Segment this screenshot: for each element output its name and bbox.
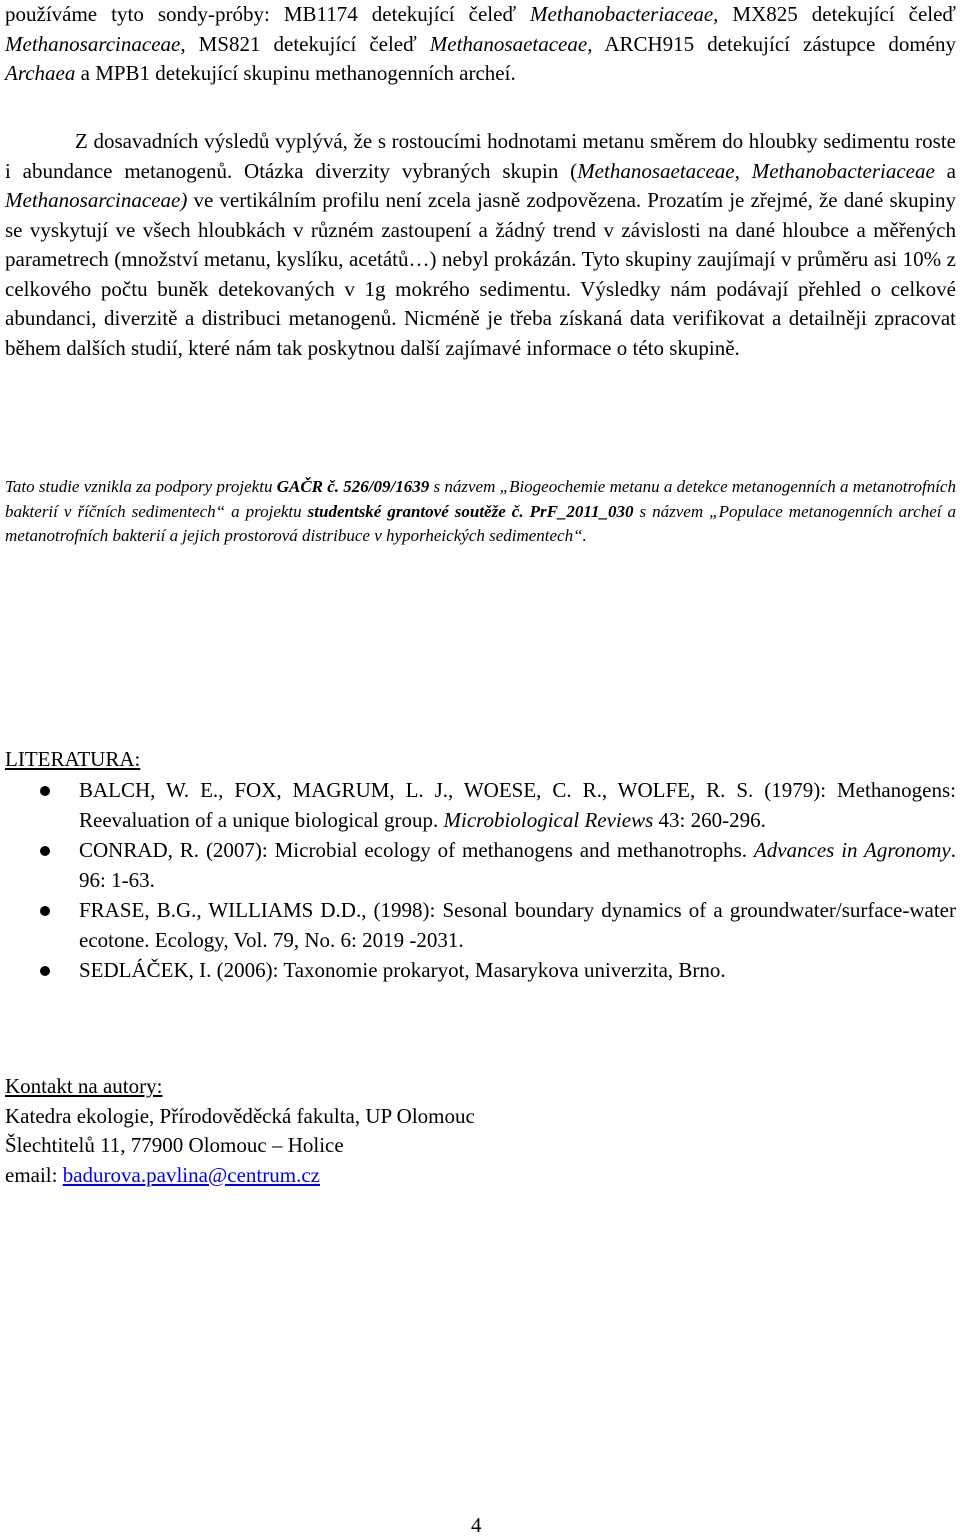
text-run: MS821 detekující čeleď <box>185 31 430 56</box>
contact-address: Šlechtitelů 11, 77900 Olomouc – Holice <box>5 1133 344 1157</box>
journal-name: Microbiological Reviews <box>443 807 654 832</box>
bullet-icon <box>40 906 50 916</box>
page-number: 4 <box>471 1513 482 1537</box>
journal-name: Advances in Agronomy <box>753 838 951 862</box>
bullet-icon <box>40 966 50 976</box>
taxon-name: Methanosarcinaceae) <box>5 188 188 212</box>
reference-item <box>5 956 956 986</box>
paragraph-results <box>5 127 956 363</box>
text-run: ARCH915 detekující zástupce domény <box>592 31 957 56</box>
reference-text: . 96: 1-63. <box>79 838 957 892</box>
reference-item <box>5 896 956 955</box>
text-run: a <box>934 158 956 183</box>
text-run: ve vertikálním profilu není zcela jasně zodpovězena. Prozatím je zřejmé, že dané skupiny se vyskytují ve všech hloubkách v různém zastoupení a žádný trend v závislosti na dané hloubce a měřených parametrech (množství metanu, kyslíku, acetátů…) nebyl prokázán. Tyto skupiny zaujímají v průměru asi 10% z celkového počtu buněk detekovaných v 1g mokrého sedimentu. Výsledky nám podávají přehled o celkové abundanci, diverzitě a distribuci metanogenů. Nicméně je třeba získaná data verifikovat a detailněji zpracovat během dalších studií, které nám tak poskytnou další zajímavé informace o této skupině. <box>5 188 956 360</box>
text-run: a MPB1 detekující skupinu methanogenních archeí. <box>75 61 516 85</box>
grant-id: studentské grantové soutěže č. PrF_2011_030 <box>307 501 634 521</box>
contact-heading: Kontakt na autory: <box>5 1074 163 1098</box>
taxon-name: Methanosaetaceae, <box>429 31 593 56</box>
contact-block <box>5 1072 475 1190</box>
reference-text: CONRAD, R. (2007): Microbial ecology of methanogens and methanotrophs. <box>79 838 754 862</box>
taxon-name: Methanosaetaceae, Methanobacteriaceae <box>577 158 935 183</box>
text-run: Z dosavadních výsledů vyplývá, že s rostoucími hodnotami metanu směrem do hloubky sedimentu roste i abundance metanogenů. Otázka diverzity vybraných skupin ( <box>5 129 956 183</box>
text-run: s názvem „Populace metanogenních archeí a metanotrofních bakterií a jejich prostorová distribuce v hyporheických sedimentech“. <box>5 501 956 545</box>
reference-list <box>5 776 956 987</box>
text-run: MX825 detekující čeleď <box>718 2 956 26</box>
bullet-icon <box>40 786 50 796</box>
taxon-name: Archaea <box>5 61 76 85</box>
reference-text: SEDLÁČEK, I. (2006): Taxonomie prokaryot, Masarykova univerzita, Brno. <box>79 958 726 982</box>
reference-text: FRASE, B.G., WILLIAMS D.D., (1998): Sesonal boundary dynamics of a groundwater/surface-water ecotone. Ecology, Vol. 79, No. 6: 2019 -2031. <box>79 898 956 952</box>
reference-item <box>5 836 956 895</box>
bullet-icon <box>40 846 50 856</box>
paragraph-probes <box>5 0 956 89</box>
reference-item <box>5 776 956 835</box>
text-run: používáme tyto sondy-próby: MB1174 detekující čeleď <box>5 2 531 26</box>
email-label: email: <box>5 1162 63 1187</box>
grant-id: GAČR č. 526/09/1639 <box>276 477 430 496</box>
taxon-name: Methanosarcinaceae, <box>5 31 186 56</box>
contact-email-line <box>5 1161 475 1191</box>
taxon-name: Methanobacteriaceae, <box>530 2 719 26</box>
email-link[interactable]: badurova.pavlina@centrum.cz <box>62 1162 320 1187</box>
reference-text: 43: 260-296. <box>653 807 766 832</box>
reference-text: BALCH, W. E., FOX, MAGRUM, L. J., WOESE, C. R., WOLFE, R. S. (1979): Methanogens: Reevaluation of a unique biological group. <box>79 778 956 832</box>
literature-heading: LITERATURA: <box>5 747 141 771</box>
contact-affiliation: Katedra ekologie, Přírodověděcká fakulta, UP Olomouc <box>5 1103 475 1128</box>
acknowledgement <box>5 475 956 549</box>
text-run: s názvem „Biogeochemie metanu a detekce metanogenních a metanotrofních bakterií v říčních sedimentech“ a projektu <box>5 477 956 521</box>
text-run: Tato studie vznikla za podpory projektu <box>5 477 277 496</box>
